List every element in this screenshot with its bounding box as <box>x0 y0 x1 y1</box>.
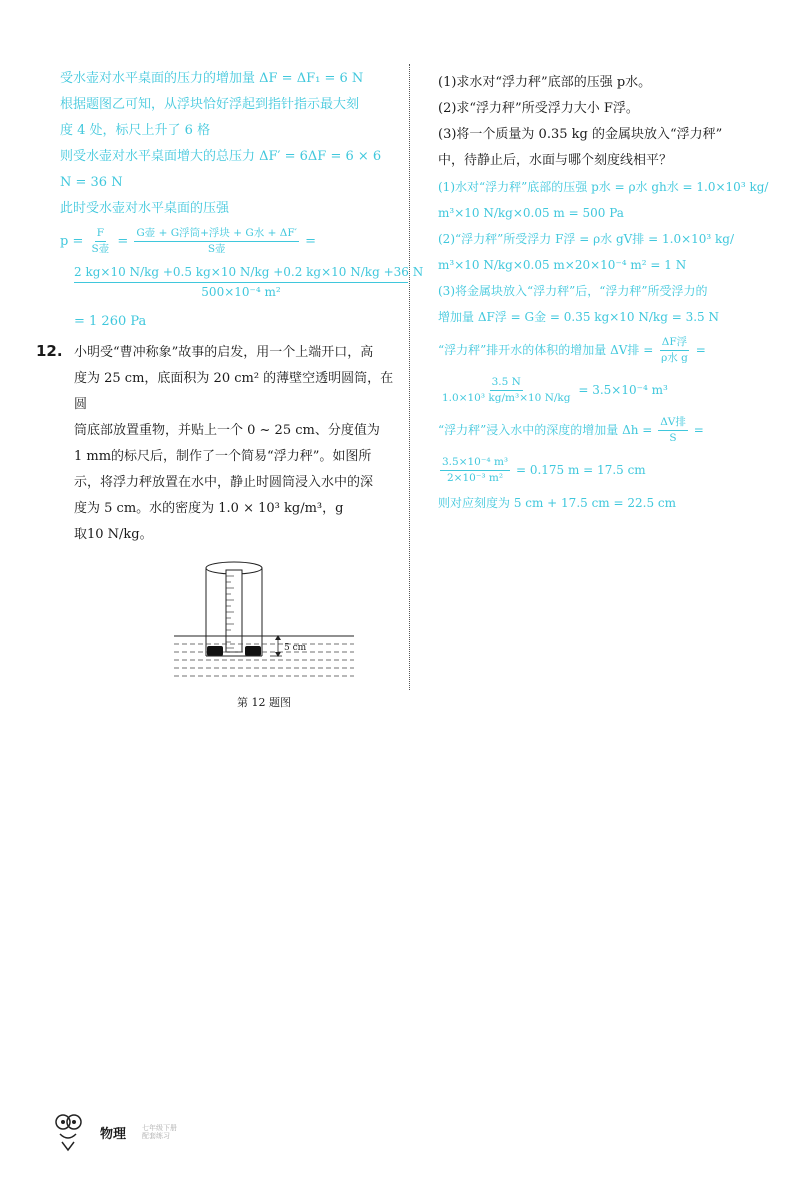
floating-scale-diagram <box>174 558 374 688</box>
answer-2-cont: m³×10 N/kg×0.05 m×20×10⁻⁴ m² = 1 N <box>438 258 687 272</box>
figure-caption: 第 12 题图 <box>237 696 291 709</box>
footer-subtitle-line: 配套练习 <box>142 1132 171 1140</box>
pressure-result: = 1 260 Pa <box>74 314 147 329</box>
volume-increase-text: “浮力秤”排开水的体积的增加量 ΔV排 = <box>438 343 654 357</box>
fraction-denominator: S <box>669 432 677 444</box>
fraction-denominator: 500×10⁻⁴ m² <box>201 285 281 299</box>
question-line: 小明受“曹冲称象”故事的启发，用一个上端开口，高 <box>74 345 374 360</box>
answer-3: (3)将金属块放入“浮力秤”后，“浮力秤”所受浮力的 <box>438 284 708 298</box>
equals-sign: = <box>693 423 704 437</box>
question-line: 度为 5 cm。水的密度为 1.0 × 10³ kg/m³，g <box>74 501 344 516</box>
answer-1: (1)水对“浮力秤”底部的压强 p水 = ρ水 gh水 = 1.0×10³ kg/ <box>438 180 769 194</box>
fraction-denominator: S壶 <box>207 243 226 255</box>
formula-lhs: p = <box>60 234 84 249</box>
depth-calc-line <box>438 450 768 490</box>
fraction-numerator: 2 kg×10 N/kg +0.5 kg×10 N/kg +0.2 kg×10 N/kg +36 N <box>74 262 408 283</box>
fraction-numerator: 3.5 N <box>490 375 523 391</box>
sub-question-3-cont: 中，待静止后，水面与哪个刻度线相平？ <box>438 153 673 168</box>
footer-subtitle-line: 七年级下册 <box>142 1124 178 1132</box>
question-line: 取10 N/kg。 <box>74 527 153 542</box>
volume-calc-line <box>438 370 768 410</box>
fraction-volume-calc <box>440 375 573 406</box>
fraction-denominator: 2×10⁻³ m² <box>447 472 504 484</box>
fraction-numerator: F <box>95 226 106 242</box>
fraction-denominator: 1.0×10³ kg/m³×10 N/kg <box>442 392 571 404</box>
equals-sign: = <box>117 234 129 249</box>
subject-title: 物理 <box>100 1126 127 1142</box>
fraction-numerator: 3.5×10⁻⁴ m³ <box>440 455 510 471</box>
solution-line: 根据题图乙可知，从浮块恰好浮起到指针指示最大刻 <box>60 97 360 112</box>
question-line: 筒底部放置重物，并贴上一个 0 ~ 25 cm、分度值为 <box>74 423 380 438</box>
question-line: 度为 25 cm，底面积为 20 cm² 的薄壁空透明圆筒，在圆 <box>74 371 394 412</box>
fraction-depth-calc <box>440 455 510 486</box>
solution-line: 度 4 处，标尺上升了 6 格 <box>60 123 211 138</box>
depth-increase-text: “浮力秤”浸入水中的深度的增加量 Δh = <box>438 423 653 437</box>
pressure-formula <box>60 222 400 262</box>
fraction-numerator: G壶 + G浮筒+浮块 + G水 + ΔF′ <box>134 226 299 242</box>
fraction-denominator: ρ水 g <box>661 352 688 364</box>
sub-question-1: (1)求水对“浮力秤”底部的压强 p水。 <box>438 75 652 90</box>
floating-scale-figure <box>174 558 374 710</box>
fraction-buoyancy-over-density <box>659 335 690 366</box>
final-answer: 则对应刻度为 5 cm + 17.5 cm = 22.5 cm <box>438 496 676 510</box>
solution-line: 此时受水壶对水平桌面的压强 <box>60 201 230 216</box>
sub-question-2: (2)求“浮力秤”所受浮力大小 F浮。 <box>438 101 639 116</box>
answer-2: (2)“浮力秤”所受浮力 F浮 = ρ水 gV排 = 1.0×10³ kg/ <box>438 232 735 246</box>
fraction-numerator: ΔV排 <box>658 415 688 431</box>
solution-line: N = 36 N <box>60 175 123 190</box>
volume-result: = 3.5×10⁻⁴ m³ <box>578 383 668 397</box>
answer-1-cont: m³×10 N/kg×0.05 m = 500 Pa <box>438 206 624 220</box>
depth-label: 5 cm <box>284 643 307 653</box>
fraction-denominator: S壶 <box>91 243 110 255</box>
fraction-total-weight <box>134 226 299 257</box>
fraction-f-over-s <box>90 226 112 257</box>
fraction-volume-over-area <box>658 415 688 446</box>
left-column <box>60 66 424 335</box>
mascot-logo-icon <box>52 1112 84 1152</box>
footer-subtitle <box>142 1124 177 1140</box>
answer-3-cont: 增加量 ΔF浮 = G金 = 0.35 kg×10 N/kg = 3.5 N <box>438 310 719 324</box>
column-divider <box>409 64 410 690</box>
question-12 <box>74 340 404 710</box>
solution-line: 则受水壶对水平桌面增大的总压力 ΔF′ = 6ΔF = 6 × 6 <box>60 149 382 164</box>
numeric-fraction <box>74 262 424 301</box>
depth-increase-line <box>438 410 768 450</box>
question-line: 1 mm的标尺后，制作了一个简易“浮力秤”。如图所 <box>74 449 372 464</box>
equals-sign: = <box>695 343 706 357</box>
question-line: 示，将浮力秤放置在水中，静止时圆筒浸入水中的深 <box>74 475 374 490</box>
right-column <box>438 70 768 516</box>
volume-increase-line <box>438 330 768 370</box>
equals-sign: = <box>305 234 317 249</box>
question-number: 12. <box>36 342 63 360</box>
solution-line: 受水壶对水平桌面的压力的增加量 ΔF = ΔF₁ = 6 N <box>60 71 364 86</box>
sub-question-3: (3)将一个质量为 0.35 kg 的金属块放入“浮力秤” <box>438 127 723 142</box>
depth-result: = 0.175 m = 17.5 cm <box>515 463 646 477</box>
fraction-numerator: ΔF浮 <box>660 335 689 351</box>
page-footer <box>52 1112 177 1152</box>
